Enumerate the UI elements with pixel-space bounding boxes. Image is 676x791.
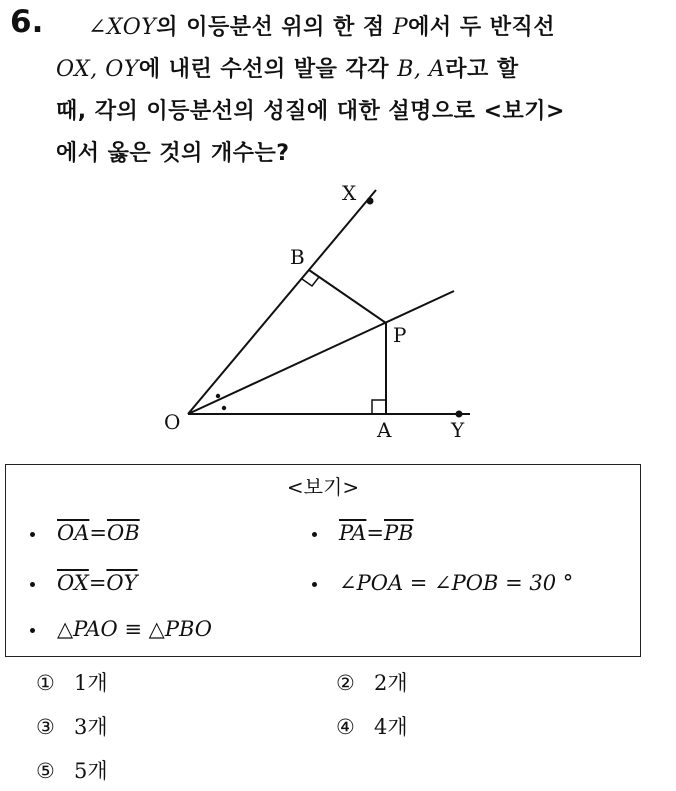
choice-number: ① <box>36 671 55 695</box>
point-p: P <box>392 15 409 40</box>
right-angle-mark-b <box>302 277 319 286</box>
choice-label: 4개 <box>374 715 408 739</box>
bogi-box <box>5 464 641 657</box>
question-line-1 <box>88 10 555 41</box>
bogi-title: <보기> <box>286 475 360 499</box>
points-b-a: B, A <box>397 57 446 82</box>
ray-ox <box>188 190 376 414</box>
choice-number: ④ <box>336 715 355 739</box>
equals-sign: = <box>89 521 107 545</box>
choice-label: 3개 <box>74 715 108 739</box>
label-a: A <box>377 418 392 442</box>
choice-3[interactable] <box>36 711 108 741</box>
bullet-icon <box>30 628 35 633</box>
question-line-1-text: 의 이등분선 위의 한 점 <box>156 15 393 40</box>
choice-label: 1개 <box>74 671 108 695</box>
question-line-1-tail: 에서 두 반직선 <box>408 15 556 40</box>
rays-ox-oy: OX, OY <box>56 57 139 82</box>
segment-pb: $\overline{PB}$ <box>383 521 414 545</box>
equals-sign: = <box>366 521 384 545</box>
segment-ox: $\overline{OX}$ <box>57 571 89 595</box>
segment-oa: $\overline{OA}$ <box>57 521 90 545</box>
choice-1[interactable] <box>36 667 108 697</box>
angle-mark-dot-upper <box>216 394 220 398</box>
angle-mark-dot-lower <box>222 406 226 410</box>
angle-xoy: ∠XOY <box>88 15 157 40</box>
bogi-item-angles <box>312 571 573 595</box>
equals-sign: = <box>88 571 107 595</box>
point-y-dot <box>456 411 463 418</box>
choice-4[interactable] <box>336 711 408 741</box>
choice-number: ③ <box>36 715 55 739</box>
bullet-icon <box>30 582 35 587</box>
label-y: Y <box>451 418 465 442</box>
choice-2[interactable] <box>336 667 408 697</box>
bullet-icon <box>30 532 35 537</box>
angle-bisector-figure <box>150 178 490 453</box>
bogi-item-congruence <box>30 617 212 641</box>
choice-number: ② <box>336 671 355 695</box>
question-line-2-text: 에 내린 수선의 발을 각각 <box>138 57 398 82</box>
question-line-2-tail: 라고 할 <box>445 57 519 82</box>
question-line-2 <box>56 52 519 83</box>
congruence-statement: △PAO ≡ △PBO <box>57 617 212 641</box>
bullet-icon <box>312 532 317 537</box>
label-o: O <box>164 410 181 434</box>
label-b: B <box>290 245 305 269</box>
angle-equation: ∠POA = ∠POB = 30 ° <box>339 571 574 595</box>
choice-label: 2개 <box>374 671 408 695</box>
segment-ob: $\overline{OB}$ <box>107 521 140 545</box>
question-line-4: 에서 옳은 것의 개수는? <box>56 141 290 166</box>
segment-oy: $\overline{OY}$ <box>106 571 138 595</box>
question-line-3: 때, 각의 이등분선의 성질에 대한 설명으로 <보기> <box>56 99 565 124</box>
label-x: X <box>342 181 357 205</box>
bullet-icon <box>312 582 317 587</box>
right-angle-mark-a <box>372 400 386 414</box>
question-number: 6. <box>10 4 44 40</box>
bisector-ray <box>188 291 454 414</box>
bogi-item-ox-oy <box>30 571 138 595</box>
bogi-item-oa-ob <box>30 521 140 545</box>
bogi-item-pa-pb <box>312 521 414 545</box>
choice-5[interactable] <box>36 755 108 785</box>
segment-pa: $\overline{PA}$ <box>339 521 367 545</box>
perpendicular-pb <box>309 270 386 323</box>
label-p: P <box>393 323 407 347</box>
choice-label: 5개 <box>74 759 108 783</box>
point-x-dot <box>367 198 374 205</box>
choice-number: ⑤ <box>36 759 55 783</box>
